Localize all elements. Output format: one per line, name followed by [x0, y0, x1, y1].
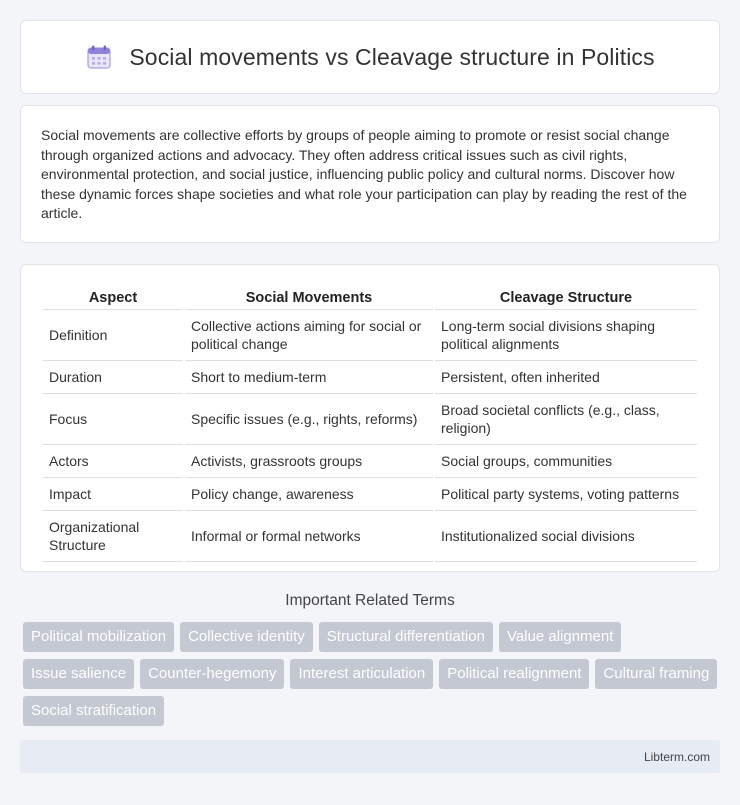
table-cell: Collective actions aiming for social or political change: [185, 310, 433, 361]
table-row: [43, 310, 697, 361]
table-cell: Specific issues (e.g., rights, reforms): [185, 394, 433, 445]
table-cell: Duration: [43, 361, 183, 394]
footer-site-link[interactable]: Libterm.com: [643, 749, 710, 764]
table-row: [43, 511, 697, 562]
table-cell: Impact: [43, 478, 183, 511]
term-tag[interactable]: Cultural framing: [595, 659, 717, 689]
term-tag[interactable]: Structural differentiation: [319, 622, 493, 652]
column-header: Social Movements: [185, 287, 433, 310]
comparison-table: [41, 287, 699, 562]
table-cell: Social groups, communities: [435, 445, 697, 478]
intro-card: [20, 105, 720, 243]
table-cell: Definition: [43, 310, 183, 361]
table-row: [43, 394, 697, 445]
table-cell: Focus: [43, 394, 183, 445]
table-cell: Actors: [43, 445, 183, 478]
footer: [20, 740, 720, 773]
table-cell: Broad societal conflicts (e.g., class, religion): [435, 394, 697, 445]
term-tag[interactable]: Collective identity: [180, 622, 313, 652]
page-title: Social movements vs Cleavage structure in Politics: [129, 43, 655, 70]
table-cell: Long-term social divisions shaping political alignments: [435, 310, 697, 361]
table-row: [43, 361, 697, 394]
table-cell: Political party systems, voting patterns: [435, 478, 697, 511]
term-tag[interactable]: Political mobilization: [23, 622, 174, 652]
related-terms-section: [20, 592, 720, 726]
table-cell: Informal or formal networks: [185, 511, 433, 562]
calendar-icon: [85, 43, 113, 71]
term-tag[interactable]: Social stratification: [23, 696, 164, 726]
term-tag[interactable]: Political realignment: [439, 659, 589, 689]
related-terms-list: [20, 622, 720, 726]
column-header: Aspect: [43, 287, 183, 310]
intro-text: Social movements are collective efforts by groups of people aiming to promote or resist social change through organized actions and advocacy. They often address critical issues such as civil rights, environmental protection, and social justice, influencing public policy and cultural norms. Discover how these dynamic forces shape societies and what role your participation can play by reading the rest of the article.: [41, 127, 687, 222]
table-cell: Institutionalized social divisions: [435, 511, 697, 562]
table-row: [43, 478, 697, 511]
column-header: Cleavage Structure: [435, 287, 697, 310]
term-tag[interactable]: Value alignment: [499, 622, 621, 652]
table-row: [43, 445, 697, 478]
table-cell: Organizational Structure: [43, 511, 183, 562]
term-tag[interactable]: Counter-hegemony: [140, 659, 284, 689]
term-tag[interactable]: Interest articulation: [290, 659, 433, 689]
table-cell: Short to medium-term: [185, 361, 433, 394]
related-terms-title: Important Related Terms: [285, 592, 455, 609]
table-header-row: [43, 287, 697, 310]
table-cell: Persistent, often inherited: [435, 361, 697, 394]
header-card: [20, 20, 720, 94]
term-tag[interactable]: Issue salience: [23, 659, 134, 689]
comparison-table-card: [20, 264, 720, 572]
table-cell: Activists, grassroots groups: [185, 445, 433, 478]
table-cell: Policy change, awareness: [185, 478, 433, 511]
